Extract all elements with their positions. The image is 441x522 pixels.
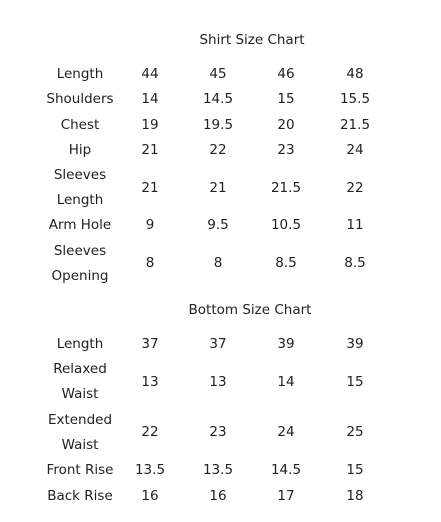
shirt-cell: 21.5 <box>270 180 302 196</box>
shirt-cell: 11 <box>346 217 364 233</box>
shirt-cell: 44 <box>141 66 159 82</box>
bottom-row-label: Relaxed Waist <box>53 361 107 402</box>
shirt-cell: 10.5 <box>270 217 302 233</box>
shirt-cell: 8.5 <box>344 255 366 271</box>
shirt-cell: 19 <box>141 117 159 133</box>
bottom-cell: 22 <box>141 424 159 440</box>
bottom-cell: 39 <box>277 336 295 352</box>
bottom-cell: 13.5 <box>202 462 234 478</box>
shirt-row-label: Shoulders <box>46 91 114 107</box>
bottom-cell: 39 <box>346 336 364 352</box>
shirt-cell: 21 <box>209 180 227 196</box>
bottom-cell: 17 <box>277 488 295 504</box>
shirt-cell: 24 <box>346 142 364 158</box>
bottom-row-label: Front Rise <box>46 462 114 478</box>
bottom-cell: 16 <box>141 488 159 504</box>
shirt-cell: 48 <box>346 66 364 82</box>
shirt-cell: 8 <box>145 255 155 271</box>
shirt-cell: 15 <box>277 91 295 107</box>
shirt-cell: 9 <box>145 217 155 233</box>
shirt-cell: 23 <box>277 142 295 158</box>
bottom-cell: 13 <box>141 374 159 390</box>
shirt-cell: 8 <box>213 255 223 271</box>
shirt-row-label: Chest <box>60 117 100 133</box>
bottom-row-label: Back Rise <box>47 488 113 504</box>
bottom-cell: 15 <box>346 462 364 478</box>
bottom-row-label: Extended Waist <box>47 412 113 453</box>
shirt-cell: 46 <box>277 66 295 82</box>
shirt-cell: 9.5 <box>207 217 229 233</box>
bottom-cell: 23 <box>209 424 227 440</box>
shirt-cell: 14 <box>141 91 159 107</box>
shirt-row-label: Sleeves Length <box>53 167 107 208</box>
shirt-cell: 20 <box>277 117 295 133</box>
bottom-cell: 18 <box>346 488 364 504</box>
bottom-cell: 13.5 <box>134 462 166 478</box>
shirt-row-label: Length <box>56 66 104 82</box>
bottom-cell: 14 <box>277 374 295 390</box>
bottom-chart-title: Bottom Size Chart <box>188 302 312 318</box>
bottom-cell: 25 <box>346 424 364 440</box>
shirt-cell: 15.5 <box>339 91 371 107</box>
bottom-cell: 16 <box>209 488 227 504</box>
bottom-cell: 37 <box>209 336 227 352</box>
bottom-cell: 13 <box>209 374 227 390</box>
bottom-cell: 14.5 <box>270 462 302 478</box>
shirt-cell: 22 <box>209 142 227 158</box>
shirt-cell: 21 <box>141 180 159 196</box>
shirt-row-label: Sleeves Opening <box>51 243 109 284</box>
shirt-row-label: Hip <box>68 142 92 158</box>
bottom-cell: 24 <box>277 424 295 440</box>
shirt-cell: 22 <box>346 180 364 196</box>
shirt-cell: 45 <box>209 66 227 82</box>
shirt-cell: 21 <box>141 142 159 158</box>
shirt-chart-title: Shirt Size Chart <box>199 32 305 48</box>
shirt-row-label: Arm Hole <box>48 217 112 233</box>
shirt-cell: 19.5 <box>202 117 234 133</box>
shirt-cell: 8.5 <box>275 255 297 271</box>
bottom-cell: 37 <box>141 336 159 352</box>
shirt-cell: 14.5 <box>202 91 234 107</box>
shirt-cell: 21.5 <box>339 117 371 133</box>
bottom-row-label: Length <box>56 336 104 352</box>
bottom-cell: 15 <box>346 374 364 390</box>
